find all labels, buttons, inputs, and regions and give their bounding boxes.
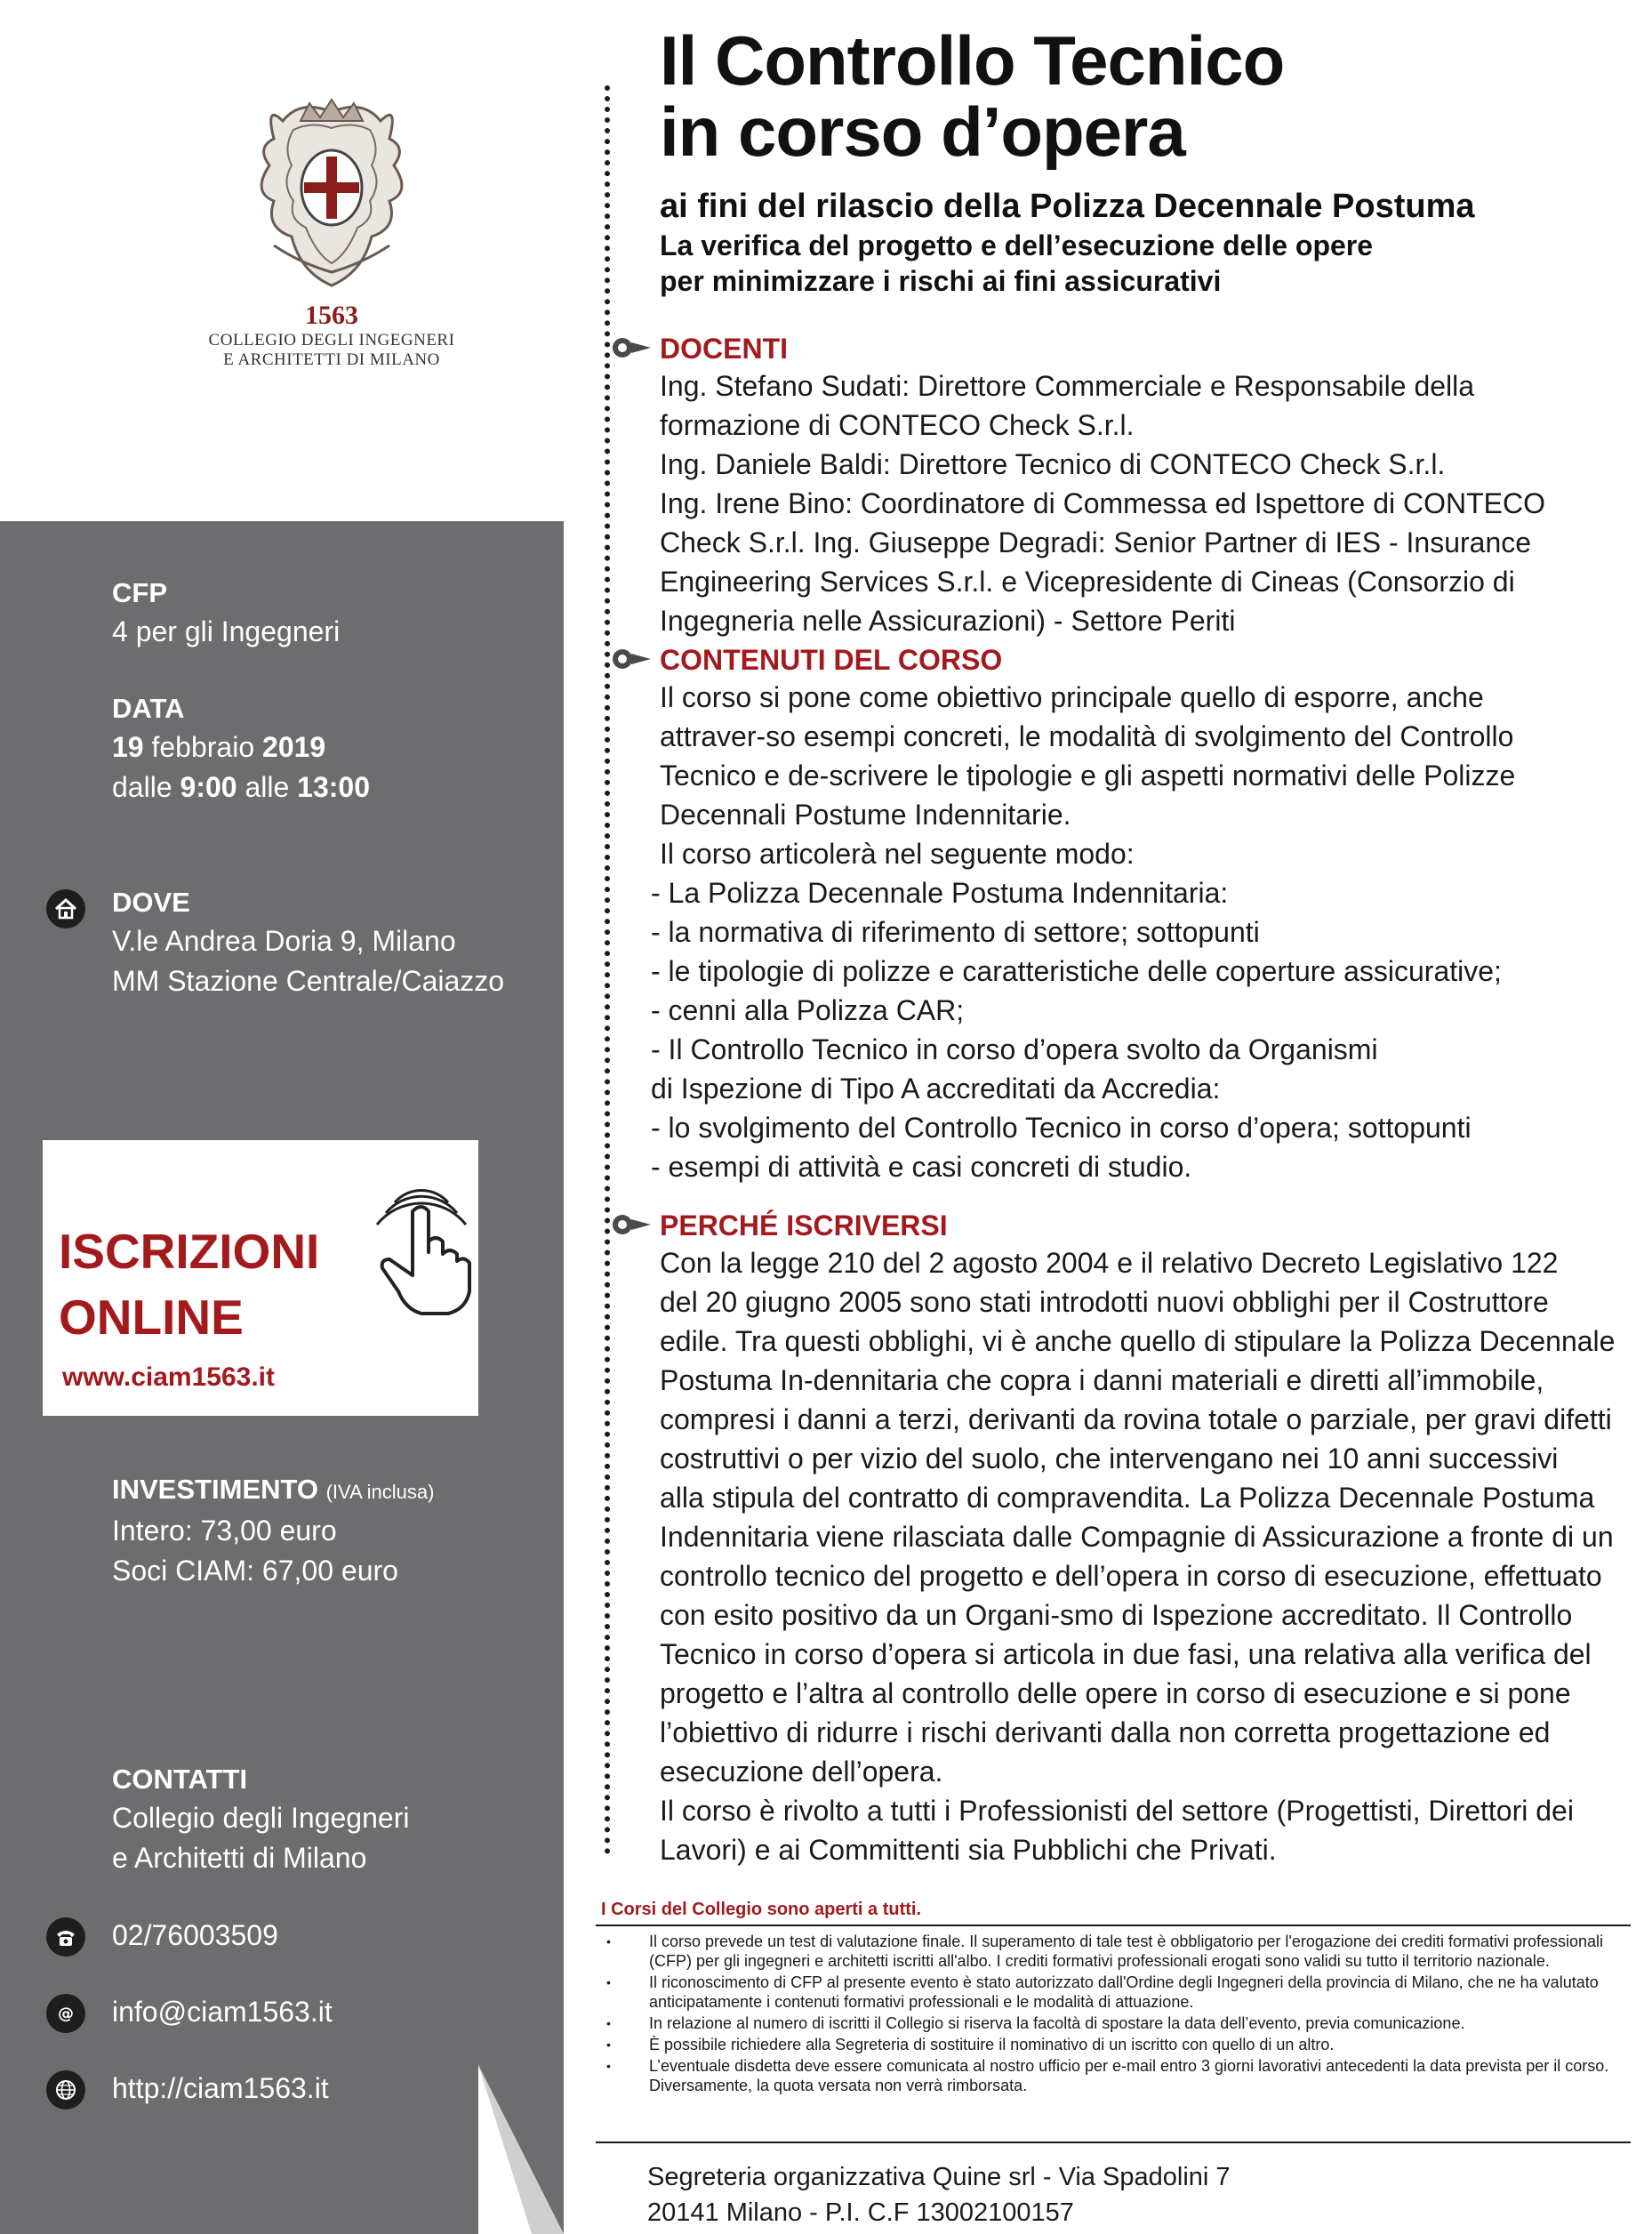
contenuti-heading [612,642,1625,678]
logo-year: 1563 [305,301,358,330]
contatti-line-1: Collegio degli Ingegneri [112,1802,410,1834]
contatti-block [112,1761,409,1878]
event-date [112,727,370,767]
perche-line: costruttivi o per vizio del suolo, che intervengano nei 10 anni successivi [660,1442,1559,1475]
perche-line: del 20 giugno 2005 sono stati introdotti nuovi obblighi per il Costruttore [660,1286,1549,1318]
title-line-1: Il Controllo Tecnico [660,21,1285,100]
perche-line: controllo tecnico del progetto e dell’opera in corso di esecuzione, effettuato [660,1560,1602,1592]
date-month: febbraio [143,731,263,763]
docenti-line: Ing. Daniele Baldi: Direttore Tecnico di CONTECO Check S.r.l. [660,448,1446,480]
footer-divider [596,1925,1631,1926]
contenuti-line: Il corso articolerà nel seguente modo: [660,838,1135,870]
section-bullet-icon [612,334,656,361]
footer-heading: I Corsi del Collegio sono aperti a tutti. [601,1900,922,1919]
email-link[interactable]: info@ciam1563.it [112,1996,333,2028]
price-soci: Soci CIAM: 67,00 euro [112,1555,398,1587]
perche-section [612,1208,1625,1869]
contenuti-line: attraver-so esempi concreti, le modalità di svolgimento del Controllo [660,720,1514,752]
contenuti-title: CONTENUTI DEL CORSO [660,644,1003,676]
segreteria-info [647,2159,1231,2230]
perche-title: PERCHÉ ISCRIVERSI [660,1209,948,1242]
iscrizioni-title [59,1218,319,1350]
contenuti-line: Tecnico e de-scrivere le tipologie e gli aspetti normativi delle Polizze [660,759,1516,792]
perche-line: esecuzione dell’opera. [660,1756,943,1788]
section-bullet-icon [612,1211,656,1238]
phone-number[interactable]: 02/76003509 [112,1919,278,1951]
contatti-label: CONTATTI [112,1764,248,1795]
perche-heading [612,1208,1625,1243]
footer-note: • È possibile richiedere alla Segreteria di sostituire il nominativo di un iscritto con quello di un altro. [605,2035,1627,2054]
perche-line: Lavori) e ai Committenti sia Pubblichi che Privati. [660,1834,1277,1866]
docenti-heading [612,331,1625,366]
footer-note: • L’eventuale disdetta deve essere comunicata al nostro ufficio per e-mail entro 3 giorni lavorativi antecedenti la data prevista per il corso. Diversamente, la quota versata non verrà rimborsata. [605,2056,1627,2095]
dove-metro: MM Stazione Centrale/Caiazzo [112,965,505,997]
time-to-prefix: alle [237,771,298,803]
price-intero: Intero: 73,00 euro [112,1515,337,1547]
collegio-logo [194,94,469,370]
list-item: - Il Controllo Tecnico in corso d’opera svolto da Organismi [651,1033,1378,1065]
segreteria-line-2: 20141 Milano - P.I. C.F 13002100157 [647,2198,1074,2227]
docenti-line: Check S.r.l. Ing. Giuseppe Degradi: Senior Partner di IES - Insurance [660,526,1532,558]
course-tagline-2: per minimizzare i rischi ai fini assicurativi [660,265,1222,297]
perche-line: progetto e l’altra al controllo delle opere in corso di esecuzione e si pone [660,1677,1571,1709]
contenuti-line: Decennali Postume Indennitarie. [660,799,1071,831]
cfp-label: CFP [112,577,167,608]
list-item: - la normativa di riferimento di settore; sottopunti [651,916,1260,948]
cfp-value: 4 per gli Ingegneri [112,615,341,647]
logo-line-2: E ARCHITETTI DI MILANO [223,350,440,369]
perche-line: Indennitaria viene rilasciata dalle Compagnie di Assicurazione a fronte di un [660,1521,1614,1553]
date-year: 2019 [262,731,326,763]
docenti-line: Ing. Stefano Sudati: Direttore Commerciale e Responsabile della [660,370,1475,402]
course-title [660,21,1620,171]
footer-divider-bottom [596,2142,1631,2143]
footer-note: • In relazione al numero di iscritti il Collegio si riserva la facoltà di spostare la data dell’evento, previa comunicazione. [605,2013,1627,2033]
investimento-note: (IVA inclusa) [325,1481,435,1503]
dove-address: V.le Andrea Doria 9, Milano [112,925,456,957]
list-item: - cenni alla Polizza CAR; [651,994,965,1026]
contenuti-line: Il corso si pone come obiettivo principale quello di esporre, anche [660,681,1484,713]
list-item: - La Polizza Decennale Postuma Indennitaria: [651,877,1229,909]
list-item: - le tipologie di polizze e caratteristiche delle coperture assicurative; [651,955,1502,987]
contenuti-list [651,873,1625,1186]
perche-line: con esito positivo da un Organi-smo di Ispezione accreditato. Il Controllo [660,1599,1573,1631]
perche-line: Postuma In-dennitaria che copra i danni materiali e diretti all’immobile, [660,1364,1544,1396]
contenuti-section [612,642,1625,1186]
perche-line: compresi i danni a terzi, derivanti da rovina totale o parziale, per gravi difetti [660,1403,1612,1435]
home-icon [46,889,85,928]
pointing-hand-icon [359,1176,484,1318]
time-to: 13:00 [297,771,370,803]
investimento-heading [112,1471,434,1511]
docenti-line: formazione di CONTECO Check S.r.l. [660,409,1135,441]
list-item: - lo svolgimento del Controllo Tecnico in corso d’opera; sottopunti [651,1112,1472,1144]
page-fold-corner [478,2065,564,2234]
time-from-prefix: dalle [112,771,180,803]
segreteria-line-1: Segreteria organizzativa Quine srl - Via Spadolini 7 [647,2163,1231,2191]
investimento-block [112,1471,434,1591]
footer-notes [605,1932,1627,2097]
docenti-line: Ing. Irene Bino: Coordinatore di Commessa ed Ispettore di CONTECO [660,487,1545,519]
docenti-line: Ingegneria nelle Assicurazioni) - Settore Periti [660,605,1236,637]
contenuti-body [660,678,1625,873]
phone-icon [46,1917,85,1957]
title-line-2: in corso d’opera [660,92,1185,171]
time-from: 9:00 [180,771,237,803]
dove-label: DOVE [112,887,190,918]
perche-body [660,1243,1625,1869]
iscrizioni-line-1: ISCRIZIONI [59,1224,320,1279]
docenti-section [612,331,1625,640]
docenti-line: Engineering Services S.r.l. e Vicepresidente di Cineas (Consorzio di [660,566,1515,598]
data-label: DATA [112,693,185,724]
crest-emblem [247,94,416,299]
list-item: - esempi di attività e casi concreti di studio. [651,1151,1192,1183]
list-item: di Ispezione di Tipo A accreditati da Accredia: [651,1073,1221,1105]
logo-line-1: COLLEGIO DEGLI INGEGNERI [208,331,455,350]
perche-line: Tecnico in corso d’opera si articola in due fasi, una relativa alla verifica del [660,1638,1592,1670]
docenti-body [660,366,1625,640]
date-day: 19 [112,731,144,763]
contatti-line-2: e Architetti di Milano [112,1842,367,1874]
perche-line: l’obiettivo di ridurre i rischi derivanti dalla non corretta progettazione ed [660,1716,1551,1748]
dotted-divider [605,85,610,1855]
iscrizioni-url[interactable]: www.ciam1563.it [62,1362,276,1392]
course-subtitle: ai fini del rilascio della Polizza Decennale Postuma [660,188,1475,225]
perche-line: alla stipula del contratto di compravendita. La Polizza Decennale Postuma [660,1482,1595,1514]
footer-note: • Il corso prevede un test di valutazione finale. Il superamento di tale test è obbligatorio per l'erogazione dei crediti formativi professionali (CFP) per gli ingegneri e architetti iscritti all'albo. I crediti formativi professionali erogati sono validi su tutto il territorio nazionale. [605,1932,1627,1971]
dove-block [112,884,504,1001]
investimento-label: INVESTIMENTO [112,1474,318,1505]
footer-note: • Il riconoscimento di CFP al presente evento è stato autorizzato dall'Ordine degli Ingegneri della provincia di Milano, che ne ha valutato anticipatamente i contenuti formativi professionali e le modalità di attuazione. [605,1973,1627,2012]
email-icon [46,1994,85,2033]
perche-line: Con la legge 210 del 2 agosto 2004 e il relativo Decreto Legislativo 122 [660,1247,1559,1279]
course-header [660,21,1620,299]
course-tagline-1: La verifica del progetto e dell’esecuzione delle opere [660,229,1374,261]
globe-icon [46,2070,85,2109]
iscrizioni-line-2: ONLINE [59,1290,244,1345]
data-block [112,690,370,808]
cfp-block [112,575,340,652]
section-bullet-icon [612,646,656,672]
perche-line: Il corso è rivolto a tutti i Professionisti del settore (Progettisti, Direttori dei [660,1795,1574,1827]
perche-line: edile. Tra questi obblighi, vi è anche quello di stipulare la Polizza Decennale [660,1325,1616,1357]
docenti-title: DOCENTI [660,333,788,365]
iscrizioni-online-box[interactable] [43,1140,478,1416]
event-time [112,767,370,808]
svg-text:@: @ [58,2005,74,2023]
website-link[interactable]: http://ciam1563.it [112,2072,329,2104]
